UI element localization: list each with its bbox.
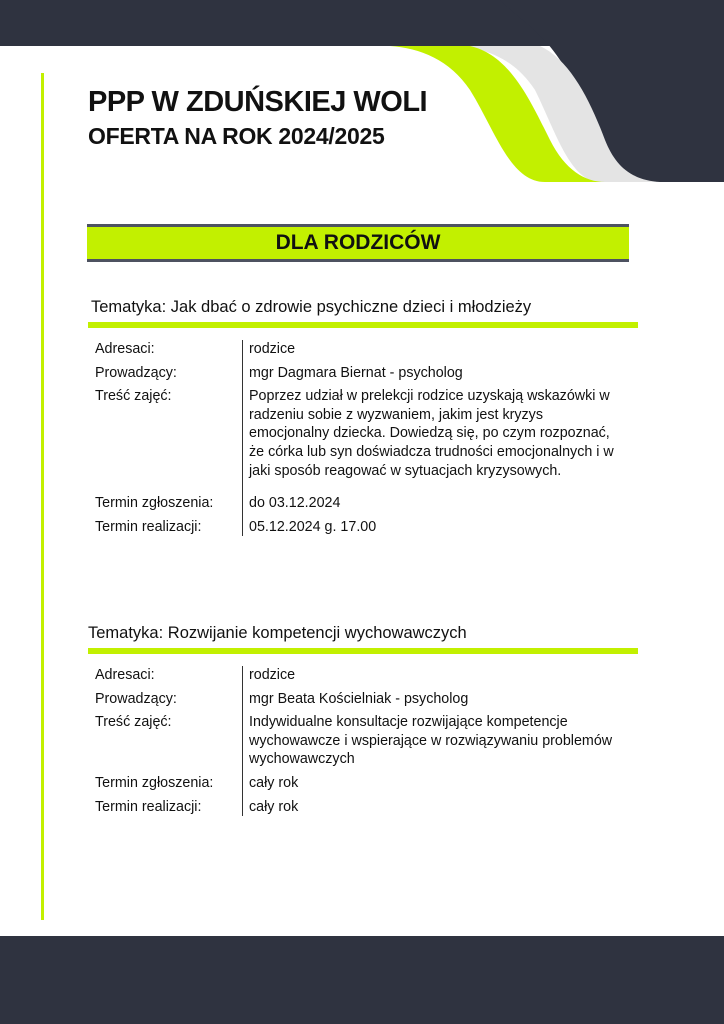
detail-label: Adresaci: — [95, 341, 155, 357]
detail-value: Poprzez udział w prelekcji rodzice uzyskają wskazówki w radzeniu sobie z wyzwaniem, jakim jest kryzys emocjonalny dziecka. Dowiedzą się, po czym rozpoznać, że córka lub syn doświadcza trudności emocjonalnych i w jaki sposób reagować w sytuacjach kryzysowych. — [249, 388, 614, 479]
detail-label: Adresaci: — [95, 667, 155, 683]
detail-value: rodzice — [249, 667, 296, 683]
section-banner — [87, 224, 629, 262]
detail-row-termin-zgloszenia — [88, 774, 638, 793]
detail-row-termin-realizacji — [88, 518, 638, 537]
column-divider — [242, 340, 243, 536]
detail-value: mgr Dagmara Biernat - psycholog — [249, 364, 463, 381]
detail-label: Prowadzący: — [95, 364, 177, 381]
page-subtitle: OFERTA NA ROK 2024/2025 — [88, 123, 385, 149]
topic-details — [88, 666, 638, 816]
detail-label: Termin realizacji: — [95, 518, 202, 535]
detail-row-prowadzacy — [88, 364, 638, 383]
detail-row-termin-realizacji — [88, 798, 638, 817]
topic-title: Tematyka: Jak dbać o zdrowie psychiczne dzieci i młodzieży — [91, 298, 532, 316]
topic-title: Tematyka: Rozwijanie kompetencji wychowawczych — [88, 624, 467, 642]
detail-row-adresaci — [88, 340, 638, 359]
detail-value: do 03.12.2024 — [249, 495, 341, 512]
column-divider — [242, 666, 243, 816]
detail-row-prowadzacy — [88, 690, 638, 709]
detail-row-adresaci — [88, 666, 638, 685]
detail-value: cały rok — [249, 798, 299, 815]
section-label: DLA RODZICÓW — [275, 231, 441, 254]
detail-row-termin-zgloszenia — [88, 494, 638, 513]
detail-label: Termin zgłoszenia: — [95, 495, 214, 512]
left-accent-line — [41, 73, 44, 920]
topic-details — [88, 340, 638, 536]
detail-label: Treść zajęć: — [95, 714, 172, 731]
detail-value: mgr Beata Kościelniak - psycholog — [249, 690, 469, 707]
topic-underline — [88, 322, 638, 328]
detail-label: Prowadzący: — [95, 690, 177, 707]
bottom-dark-band — [0, 936, 724, 1024]
detail-label: Termin zgłoszenia: — [95, 774, 214, 791]
detail-value: rodzice — [249, 341, 296, 357]
detail-value: cały rok — [249, 774, 299, 791]
page-title: PPP W ZDUŃSKIEJ WOLI — [88, 86, 428, 118]
topic-underline — [88, 648, 638, 654]
detail-label: Termin realizacji: — [95, 798, 202, 815]
detail-value: 05.12.2024 g. 17.00 — [249, 518, 377, 535]
topic-block-1 — [88, 298, 638, 536]
detail-label: Treść zajęć: — [95, 388, 172, 405]
detail-row-tresc — [88, 713, 638, 769]
topic-block-2 — [88, 624, 638, 816]
detail-value: Indywidualne konsultacje rozwijające kompetencje wychowawcze i wspierające w rozwiązywaniu problemów wychowawczych — [249, 714, 613, 768]
detail-row-tresc — [88, 387, 638, 480]
